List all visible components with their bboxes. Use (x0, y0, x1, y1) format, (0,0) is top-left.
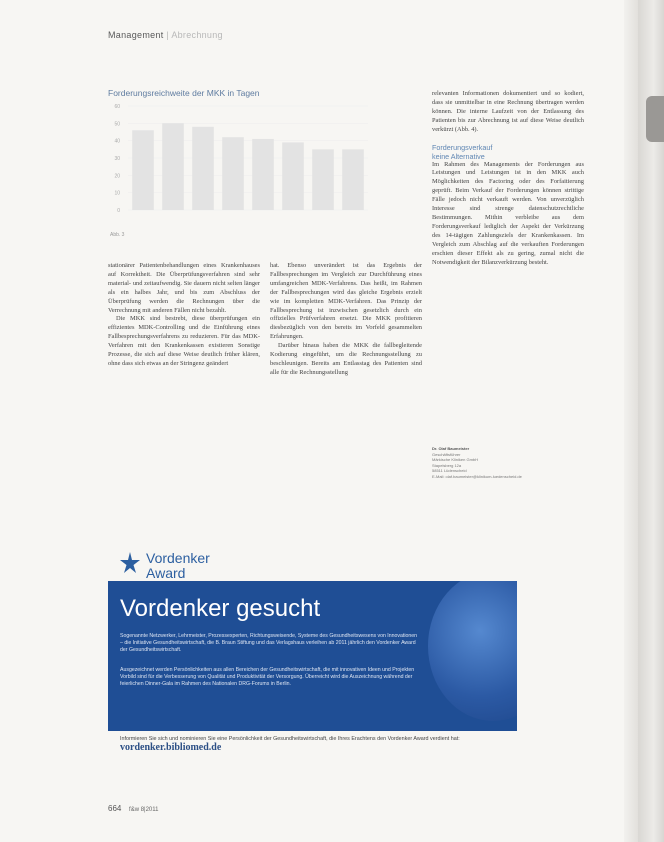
ad-headline: Vordenker gesucht (120, 595, 321, 622)
author-name: Dr. Olaf Baumeister (432, 446, 470, 451)
ad-paragraph: Sogenannte Netzwerker, Lehrmeister, Prozessexperten, Richtungsweisende, Systeme des Gesundheitswesens von Innovationen – die Initiative Gesundheitswirtschaft, die B. Braun Stiftung und das Verlagshaus verleihen ab 2011 jährlich den Vordenker Award der Gesundheitswirtschaft. (120, 633, 418, 653)
paragraph: Darüber hinaus haben die MKK die fallbegleitende Kodierung eingeführt, um die Rechnungsstellung zu beschleunigen. Bereits am Entlasstag des Patienten sind alle für die Rechnungsstellung (270, 342, 422, 376)
section-header (108, 30, 223, 40)
subsection-label: Abrechnung (171, 30, 223, 40)
subheading-line-2: keine Alternative (432, 151, 485, 161)
chart-bar (192, 127, 214, 210)
ad-paragraph: Ausgezeichnet werden Persönlichkeiten aus allen Bereichen der Gesundheitswirtschaft, die mit innovativen Ideen und Projekten Vorbild sind für die Verbesserung von Qualität und Produktivität der Versorgung. Überreicht wird die Auszeichnung während der feierlichen Dinner-Gala im Rahmen des Nationalen DRG-Forums in Berlin. (120, 667, 415, 687)
ad-logo-text-2: Award (146, 565, 186, 581)
chart-bar (162, 123, 184, 210)
ad-url-link[interactable]: vordenker.bibliomed.de (120, 741, 222, 753)
paragraph: stationärer Patientenbehandlungen eines Krankenhauses auf Korrektheit. Die Überprüfungsverfahren sind sehr material- und zeitaufwendig. Sie dauern nicht selten länger als ein halbes Jahr, und bis zum Abschluss der Überprüfung werden die Rechnungen über die Verrechnung mit anderen Fällen nicht bezahlt. (108, 262, 260, 314)
author-line: Geschäftsführer (432, 451, 461, 457)
chart-bar (342, 149, 364, 210)
author-line: Märkische Kliniken GmbH (432, 457, 479, 463)
ad-logo-text-1: Vordenker (146, 550, 210, 566)
chart-bar (312, 149, 334, 210)
journal-name: f&w 8|2011 (129, 807, 159, 813)
subheading-line-1: Forderungsverkauf (432, 142, 493, 152)
y-tick-label: 10 (114, 190, 120, 197)
chart-bar (282, 142, 304, 210)
y-tick-label: 40 (114, 138, 120, 145)
page-number: 664 (108, 804, 122, 813)
ad-logo-area (108, 545, 517, 581)
ad-blue-panel (108, 581, 517, 731)
page-edge (624, 0, 638, 842)
award-logo-icon (118, 551, 142, 579)
bar-chart (104, 102, 374, 220)
section-label: Management (108, 30, 164, 40)
author-line: 58511 Lüdenscheid (432, 468, 467, 474)
y-tick-label: 30 (114, 156, 120, 162)
chart-bar (252, 139, 274, 210)
paragraph: hat. Ebenso unverändert ist das Ergebnis der Fallbesprechungen im Vergleich zur Durchführung eines umfangreichen MDK-Verfahrens. Das heißt, im Rahmen der Fallbesprechungen wird das gleiche Ergebnis erzielt wie im kompletten MDK-Verfahren. Das Prinzip der Fallbesprechung ist inzwischen gesetzlich durch ein offizielles Prüfverfahren ersetzt. Die MKK profitieren diesbezüglich von den bereits im Vorfeld gesammelten Erfahrungen. (270, 262, 422, 341)
chart-title: Forderungsreichweite der MKK in Tagen (108, 88, 260, 98)
paragraph: relevanten Informationen dokumentiert und so kodiert, dass sie unmittelbar in eine Rechnung übertragen werden können. Die interne Laufzeit von der Entlassung des Patienten bis zur Abrechnung ist auf diese Weise deutlich verkürzt (Abb. 4). (432, 90, 584, 133)
y-tick-label: 60 (114, 104, 120, 110)
author-line: Stapelsberg 12a (432, 462, 462, 468)
text-column-2 (270, 262, 422, 378)
page-footer (108, 804, 159, 813)
chart-bar (222, 137, 244, 210)
text-column-3 (432, 90, 584, 267)
chart-bar (132, 130, 154, 210)
y-tick-label: 20 (114, 173, 120, 180)
author-box (432, 446, 522, 480)
y-tick-label: 0 (117, 208, 120, 214)
text-column-1 (108, 262, 260, 369)
y-tick-label: 50 (114, 121, 120, 128)
page-tab-marker (646, 96, 664, 142)
section-separator: | (166, 30, 169, 40)
paragraph: Im Rahmen des Managements der Forderungen aus Leistungen und Leistungen ist in den MKK auch Möglichkeiten des Factoring oder des Forfaitierung geprüft. Beim Verkauf der Forderungen können strittige Fälle jedoch nicht verkauft werden. Von unverzüglich Interesse sind strenge datenschutzrechtliche Bestimmungen. Mithin verbleibe aus dem Forderungsverkauf lediglich der Aspekt der Verkürzung des 14-tägigen Zahlungsziels der Krankenkassen. Im Vergleich zum Abschlag auf die verkauften Forderungen erschien dieser Effekt als zu gering, zumal nicht die Notwendigkeit der Bilanzverkürzung besteht. (432, 160, 584, 266)
paragraph: Die MKK sind bestrebt, diese überprüfungen ein effizientes MDK-Controlling und die Einführung eines Fallbesprechungsverfahrens zu reduzieren. Für das MDK-Verfahren mit den Krankenkassen existieren Sonstige Prozesse, die sich auf diese Weise deutlich früher klären, ohne dass sich etwas an der Stringenz geändert (108, 315, 260, 367)
ad-call-to-action (120, 736, 500, 753)
vordenker-advertisement (108, 545, 517, 731)
author-email: E-Mail: olaf.baumeister@klinikum-luedenscheid.de (432, 473, 522, 479)
chart-caption: Abb. 3 (110, 232, 125, 238)
ad-cta-text: Informieren Sie sich und nominieren Sie eine Persönlichkeit der Gesundheitswirtschaft, die Ihres Erachtens den Vordenker Award verdient hat: (120, 736, 460, 742)
globe-graphic (428, 581, 517, 721)
